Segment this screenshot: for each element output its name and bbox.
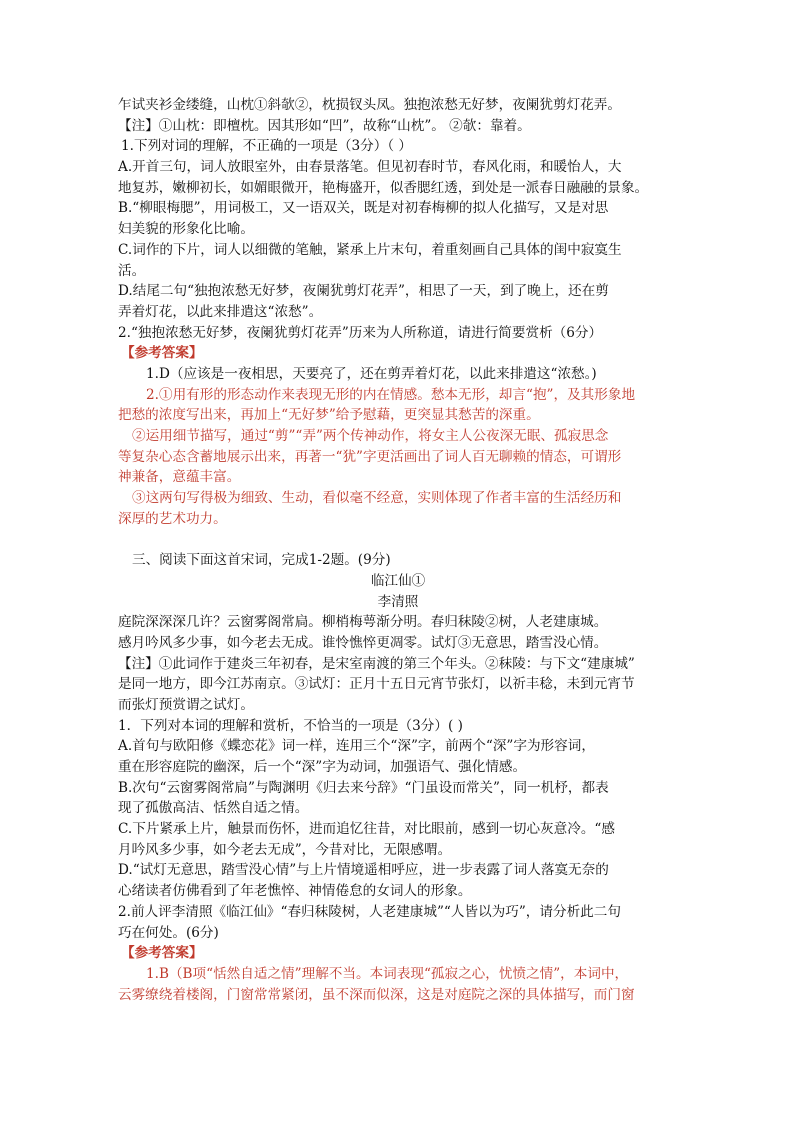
poem-last-line: 乍试夹衫金缕缝，山枕①斜欹②，枕损钗头凤。独抱浓愁无好梦，夜阑犹剪灯花弄。 (118, 97, 621, 113)
option-a-line-1: A.开首三句，词人放眼室外，由春景落笔。但见初春时节，春风化雨，和暖怡人，大 (118, 159, 622, 176)
answer-2b-line-1: ②运用细节描写，通过“剪”“弄”两个传神动作，将女主人公夜深无眠、孤寂思念 (132, 428, 609, 444)
answer-2c-line-2: 深厚的艺术功力。 (118, 510, 227, 527)
section-3-answer-1-line-2: 云雾缭绕着楼阁，门窗常常紧闭，虽不深而似深，这是对庭院之深的具体描写，而门窗 (118, 986, 635, 1003)
poem-line-2: 感月吟风多少事，如今老去无成。谁怜憔悴更凋零。试灯③无意思，踏雪没心情。 (118, 634, 608, 651)
s3-option-c-line-2: 月吟风多少事，如今老去无成”，今昔对比，无限感喟。 (118, 841, 452, 858)
poem-title: 临江仙① (370, 572, 426, 589)
option-b-line-1: B.“柳眼梅腮”，用词极工，又一语双关，既是对初春梅柳的拟人化描写，又是对思 (118, 200, 609, 217)
answer-2b-line-2: 等复杂心态含蓄地展示出来，再著一“犹”字更活画出了词人百无聊赖的情态，可谓形 (118, 448, 622, 465)
answer-1: 1.D（应该是一夜相思，天要亮了，还在剪弄着灯花，以此来排遣这“浓愁。) (146, 365, 597, 382)
s3-option-a-line-1: A.首句与欧阳修《蝶恋花》词一样，连用三个“深”字，前两个“深”字为形容词， (118, 738, 595, 755)
s3-option-b-line-1: B.次句“云窗雾阁常扃”与陶渊明《归去来兮辞》“门虽设而常关”，同一机杼，都表 (118, 779, 609, 796)
document-body (118, 95, 678, 1005)
answer-2c-line-1: ③这两句写得极为细致、生动，看似毫不经意，实则体现了作者丰富的生活经历和 (132, 490, 622, 507)
option-d-line-2: 弄着灯花，以此来排遣这“浓愁”。 (118, 303, 323, 320)
section-gap (118, 529, 678, 550)
option-b-line-2: 妇美貌的形象化比喻。 (118, 221, 254, 238)
annotation-note: 【注】①山枕：即檀枕。因其形如“凹”，故称“山枕”。 ②欹：靠着。 (118, 117, 531, 134)
section-3-heading: 三、阅读下面这首宋词，完成1-2题。(9分) (132, 552, 391, 569)
option-c-line-2: 活。 (118, 262, 146, 279)
answer-label: 【参考答案】 (121, 345, 203, 362)
section-3-question-2-line-1: 2.前人评李清照《临江仙》“春归秣陵树，人老建康城”“人皆以为巧”，请分析此二句 (118, 903, 621, 920)
option-c-line-1: C.词作的下片，词人以细微的笔触，紧承上片末句，着重刻画自己具体的闺中寂寞生 (118, 241, 622, 258)
section-3-question-1: 1．下列对本词的理解和赏析，不恰当的一项是（3分）( ) (118, 717, 463, 734)
section-3-answer-label: 【参考答案】 (121, 945, 203, 962)
section-3-note-line-1: 【注】①此词作于建炎三年初春，是宋室南渡的第三个年头。②秣陵：与下文“建康城” (118, 655, 635, 672)
s3-option-a-line-2: 重在形容庭院的幽深，后一个“深”字为动词，加强语气、强化情感。 (118, 759, 527, 775)
s3-option-b-line-2: 现了孤傲高洁、恬然自适之情。 (118, 800, 309, 817)
section-3-question-2-line-2: 巧在何处。(6分) (118, 924, 219, 941)
question-1: 1.下列对词的理解，不正确的一项是（3分）（ ） (121, 138, 413, 155)
answer-2-line-2: 把愁的浓度写出来，再加上“无好梦”给予慰藉，更突显其愁苦的深重。 (118, 407, 540, 424)
option-d-line-1: D.结尾二句“独抱浓愁无好梦，夜阑犹剪灯花弄”，相思了一天，到了晚上，还在剪 (118, 283, 609, 300)
section-3-note-line-3: 而张灯预赏谓之试灯。 (118, 696, 254, 713)
section-3-note-line-2: 是同一地方，即今江苏南京。③试灯：正月十五日元宵节张灯，以祈丰稔，未到元宵节 (118, 676, 635, 693)
s3-option-d-line-1: D.“试灯无意思，踏雪没心情”与上片情境遥相呼应，进一步表露了词人落寞无奈的 (118, 862, 609, 879)
poem-line-1: 庭院深深深几许？云窗雾阁常扃。柳梢梅萼渐分明。春归秣陵②树，人老建康城。 (118, 614, 608, 631)
option-a-line-2: 地复苏，嫩柳初长，如媚眼微开，艳梅盛开，似香腮红透，到处是一派春日融融的景象。 (118, 179, 649, 196)
question-2: 2.“独抱浓愁无好梦，夜阑犹剪灯花弄”历来为人所称道，请进行简要赏析（6分） (118, 324, 603, 341)
section-3-answer-1-line-1: 1.B（B项“恬然自适之情”理解不当。本词表现“孤寂之心，忧愤之情”，本词中， (146, 965, 629, 982)
s3-option-c-line-1: C.下片紧承上片，触景而伤怀，进而追忆往昔，对比眼前，感到一切心灰意冷。“感 (118, 821, 615, 838)
answer-2-line-1: 2.①用有形的形态动作来表现无形的内在情感。愁本无形，却言“抱”，及其形象地 (146, 386, 636, 403)
poem-author: 李清照 (377, 593, 419, 610)
s3-option-d-line-2: 心绪读者仿佛看到了年老憔悴、神情倦怠的女词人的形象。 (118, 883, 472, 900)
answer-2b-line-3: 神兼备，意蕴丰富。 (118, 469, 241, 486)
